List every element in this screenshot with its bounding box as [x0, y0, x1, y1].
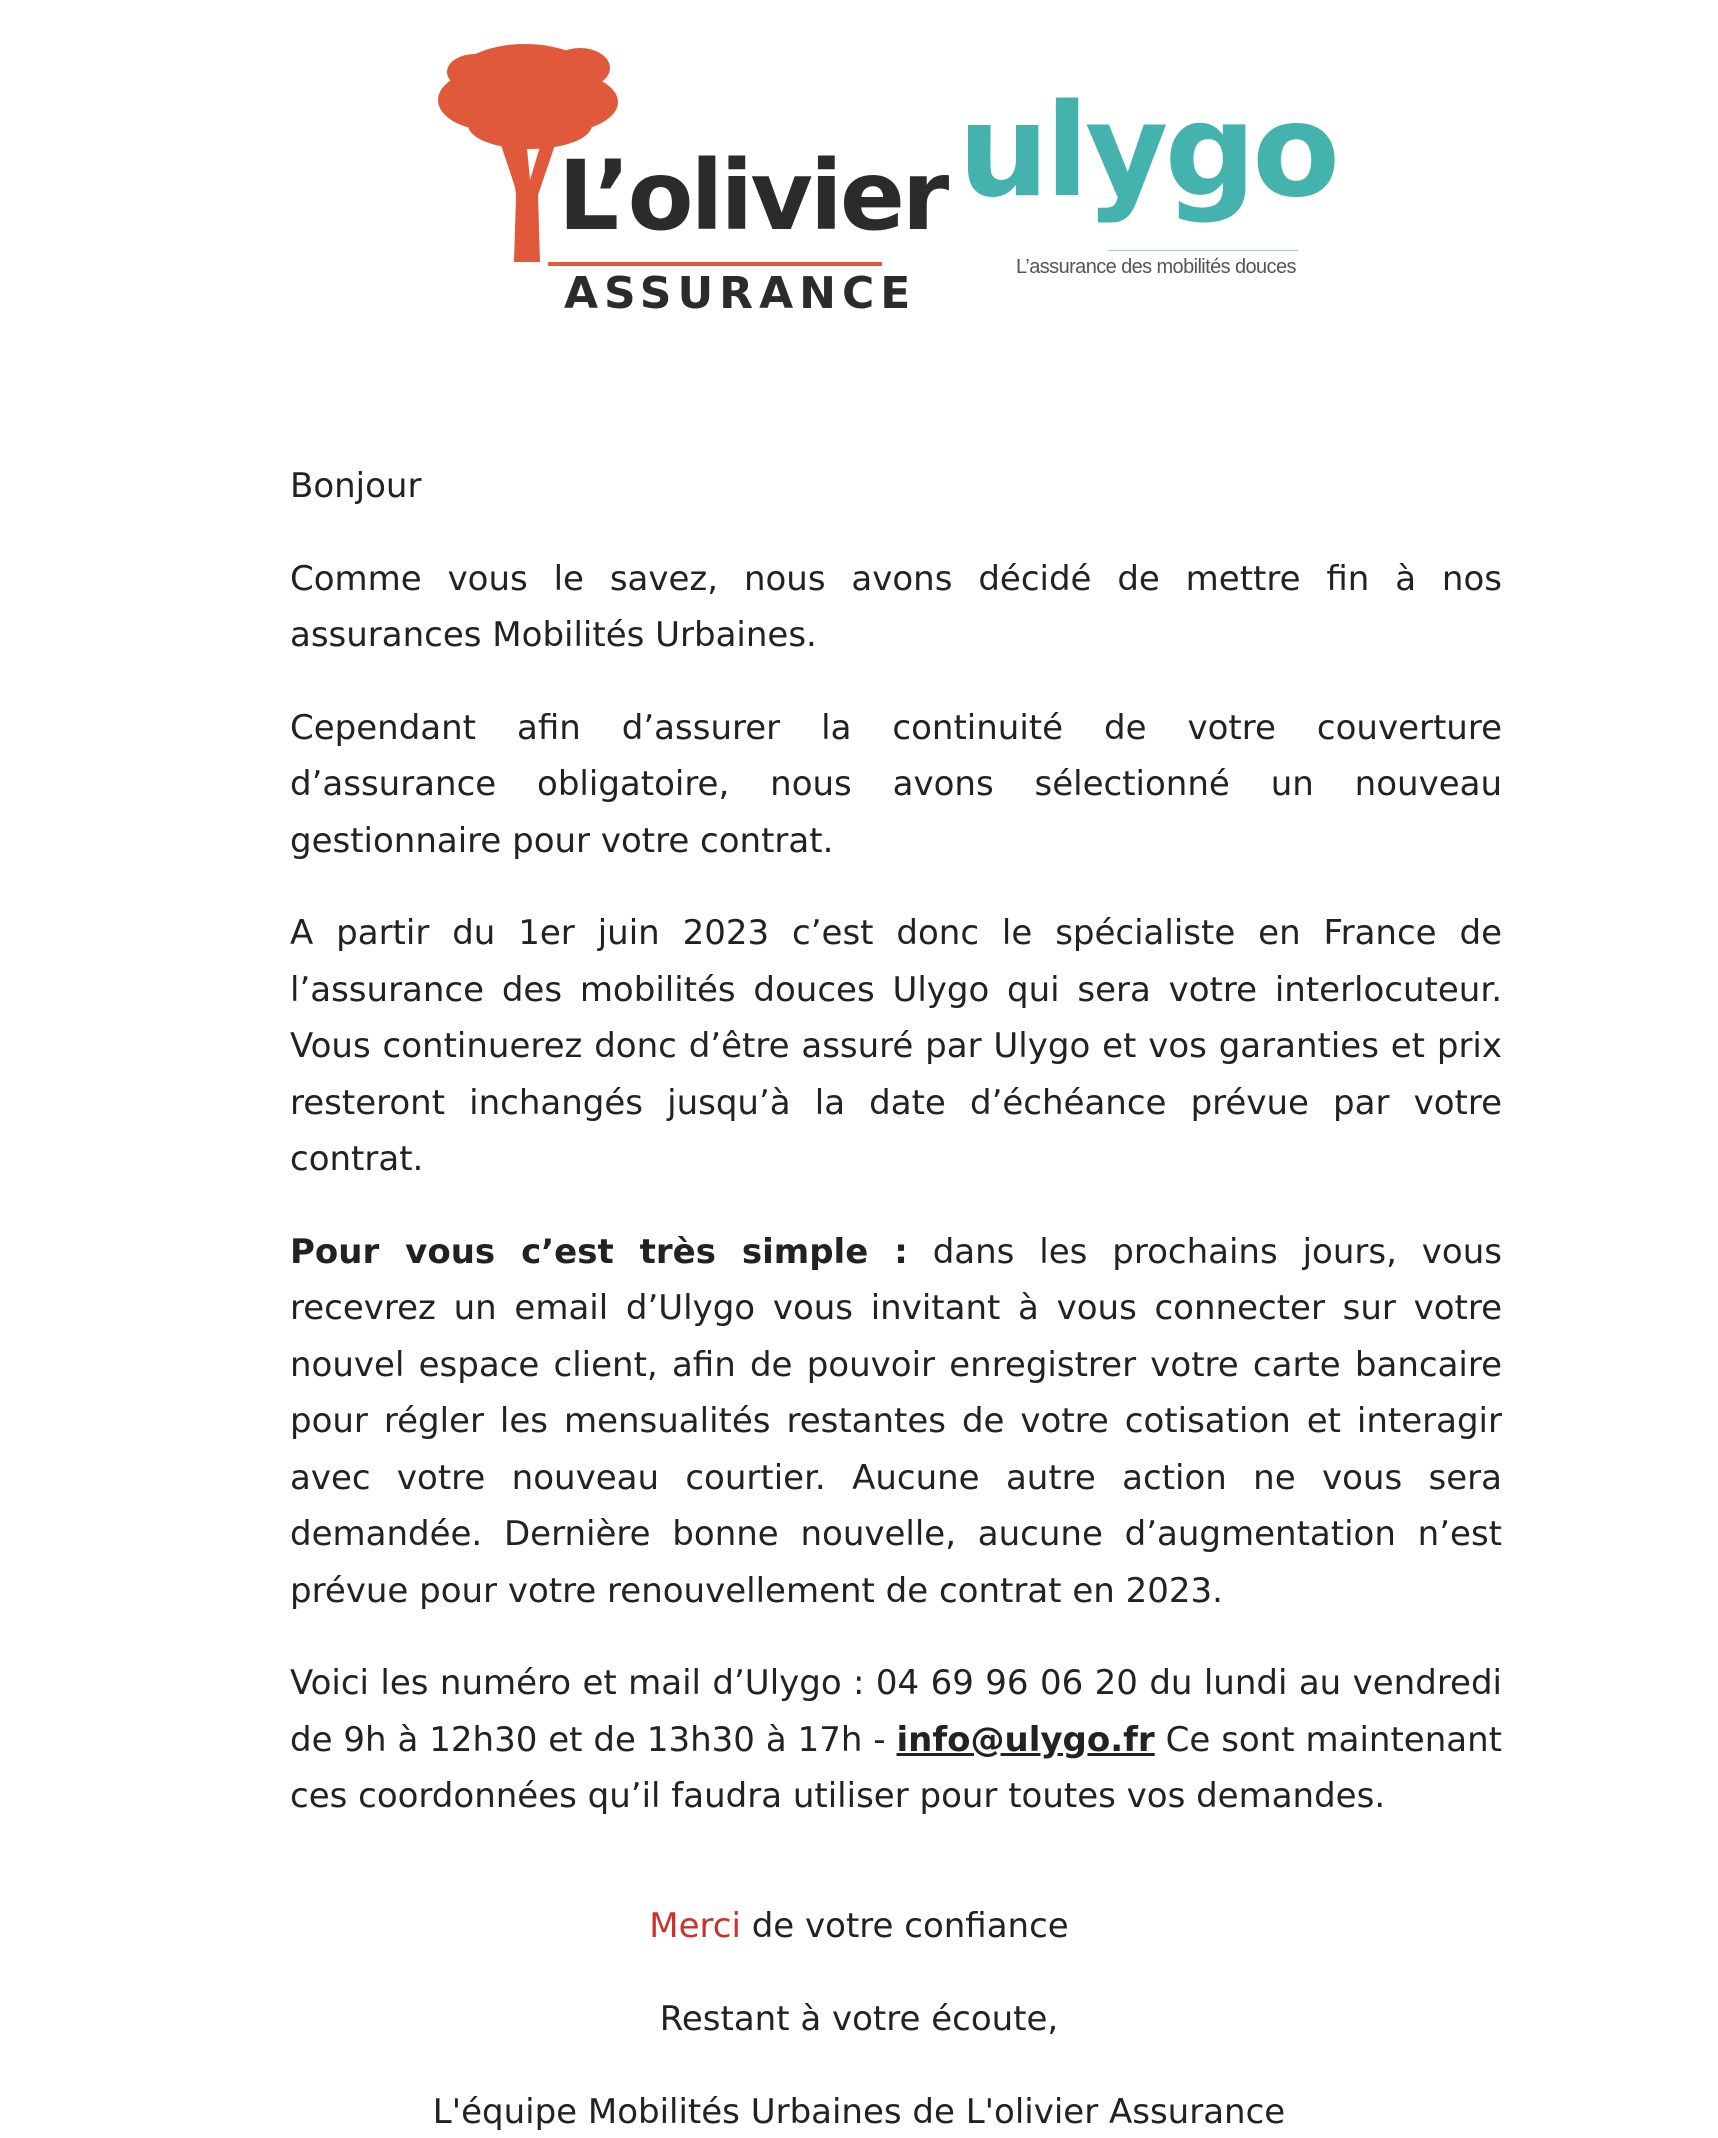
ulygo-tagline: L’assurance des mobilités douces	[1016, 256, 1296, 278]
paragraph-new-manager: Cependant afin d’assurer la continuité de votre couverture d’assurance obligatoire, nous avons sélectionné un nouveau gestionnaire pour votre contrat.	[290, 707, 1502, 861]
contact-text-after: Ce sont maintenant ces coordonnées qu’il faudra utiliser pour toutes vos demandes.	[290, 1719, 1502, 1816]
simple-steps-text: dans les prochains jours, vous recevrez un email d’Ulygo vous invitant à vous connecter sur votre nouvel espace client, afin de pouvoir enregistrer votre carte bancaire pour régler les mensualités restantes de votre cotisation et interagir avec votre nouveau courtier. Aucune autre action ne vous sera demandée. Dernière bonne nouvelle, aucune d’augmentation n’est prévue pour votre renouvellement de contrat en 2023.	[290, 1231, 1502, 1611]
olivier-assurance-logo	[430, 30, 947, 319]
paragraph-end-of-insurance: Comme vous le savez, nous avons décidé de mettre fin à nos assurances Mobilités Urbaines.	[290, 558, 1502, 655]
closing-thanks	[0, 1902, 1718, 1950]
ulygo-divider	[1108, 250, 1298, 251]
paragraph-ulygo-takeover: A partir du 1er juin 2023 c’est donc le spécialiste en France de l’assurance des mobilités douces Ulygo qui sera votre interlocuteur. Vous continuerez donc d’être assuré par Ulygo et vos garanties et prix resteront inchangés jusqu’à la date d’échéance prévue par votre contrat.	[290, 913, 1502, 1179]
contact-email-link[interactable]: info@ulygo.fr	[896, 1719, 1155, 1760]
olivier-divider	[548, 262, 882, 266]
greeting: Bonjour	[290, 466, 422, 506]
merci-word: Merci	[649, 1906, 741, 1946]
simple-steps-lead: Pour vous c’est très simple :	[290, 1231, 908, 1272]
ulygo-wordmark: ulygo	[958, 77, 1336, 226]
closing-signature: L'équipe Mobilités Urbaines de L'olivier Assurance	[432, 2092, 1286, 2132]
contact-text-before: Voici les numéro et mail d’Ulygo : 04 69 96 06 20 du lundi au vendredi de 9h à 12h30 et de 13h30 à 17h -	[290, 1663, 1502, 1760]
olivier-wordmark: L’olivier	[558, 140, 947, 252]
ulygo-logo	[958, 77, 1348, 288]
closing-listening: Restant à votre écoute,	[659, 1999, 1059, 2039]
thanks-rest: de votre confiance	[740, 1906, 1069, 1946]
letter-body	[290, 458, 1502, 1861]
paragraph-contact-info	[290, 1655, 1502, 1825]
olivier-subtitle: ASSURANCE	[564, 268, 917, 319]
paragraph-simple-steps	[290, 1224, 1502, 1620]
